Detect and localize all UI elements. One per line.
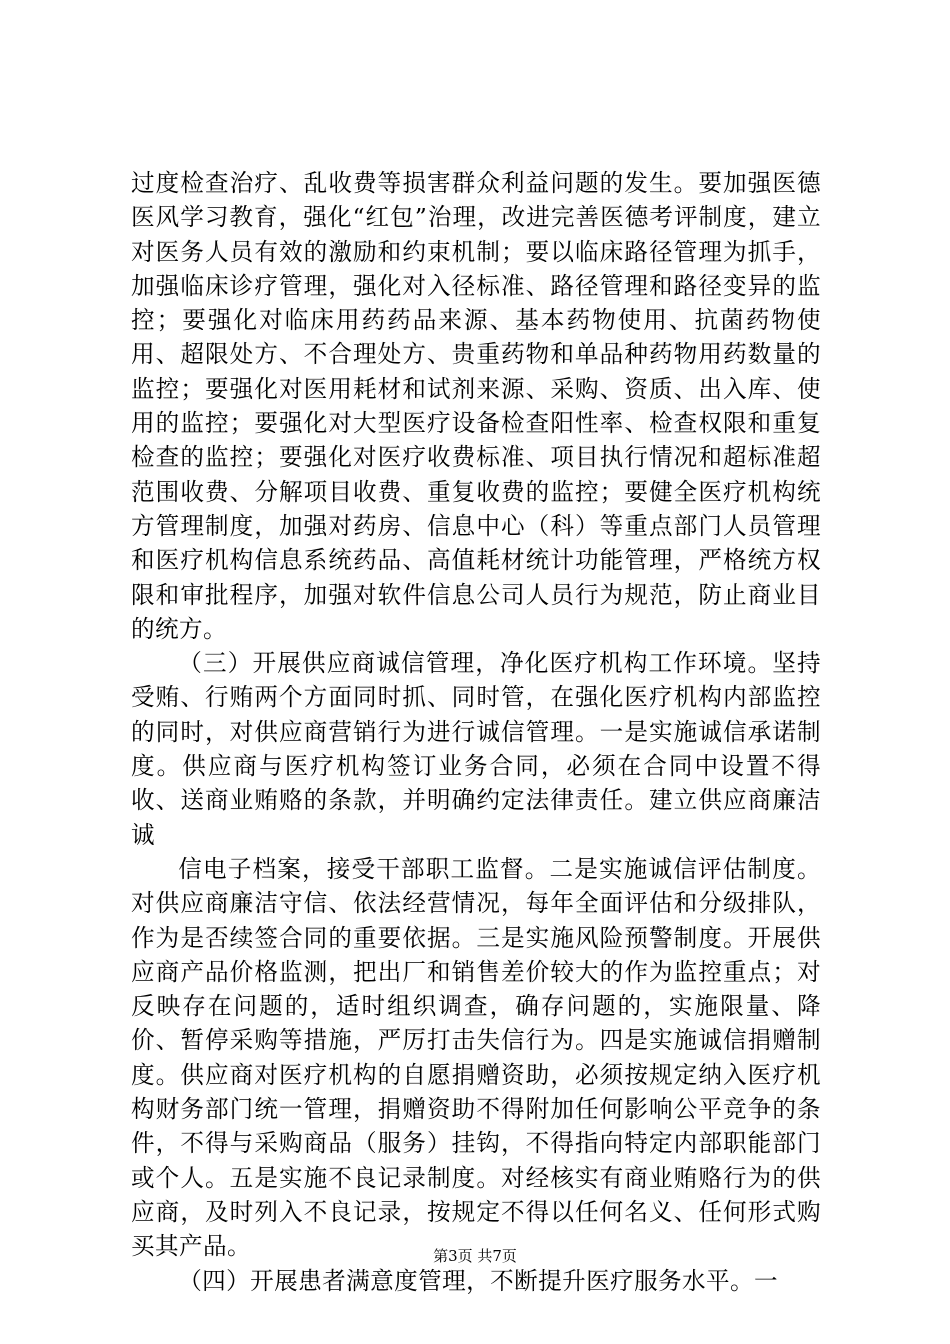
document-body — [131, 166, 821, 1298]
paragraph-section-three: （三）开展供应商诚信管理，净化医疗机构工作环境。坚持受贿、行贿两个方面同时抓、同时管，在强化医疗机构内部监控的同时，对供应商营销行为进行诚信管理。一是实施诚信承诺制度。供应商与医疗机构签订业务合同，必须在合同中设置不得收、送商业贿赂的条款，并明确约定法律责任。建立供应商廉洁诚 — [131, 649, 821, 849]
paragraph-section-four: （四）开展患者满意度管理，不断提升医疗服务水平。一 — [178, 1266, 779, 1295]
paragraph-integrity-details: 信电子档案，接受干部职工监督。二是实施诚信评估制度。对供应商廉洁守信、依法经营情况，每年全面评估和分级排队，作为是否续签合同的重要依据。三是实施风险预警制度。开展供应商产品价格监测，把出厂和销售差价较大的作为监控重点；对反映存在问题的，适时组织调查，确存问题的，实施限量、降价、暂停采购等措施，严厉打击失信行为。四是实施诚信捐赠制度。供应商对医疗机构的自愿捐赠资助，必须按规定纳入医疗机构财务部门统一管理，捐赠资助不得附加任何影响公平竞争的条件，不得与采购商品（服务）挂钩，不得指向特定内部职能部门或个人。五是实施不良记录制度。对经核实有商业贿赂行为的供应商，及时列入不良记录，按规定不得以任何名义、任何形式购买其产品。 — [131, 854, 821, 1261]
paragraph-continuation: 过度检查治疗、乱收费等损害群众利益问题的发生。要加强医德医风学习教育，强化“红包”治理，改进完善医德考评制度，建立对医务人员有效的激励和约束机制；要以临床路径管理为抓手，加强临床诊疗管理，强化对入径标准、路径管理和路径变异的监控；要强化对临床用药药品来源、基本药物使用、抗菌药物使用、超限处方、不合理处方、贵重药物和单品种药物用药数量的监控；要强化对医用耗材和试剂来源、采购、资质、出入库、使用的监控；要强化对大型医疗设备检查阳性率、检查权限和重复检查的监控；要强化对医疗收费标准、项目执行情况和超标准超范围收费、分解项目收费、重复收费的监控；要健全医疗机构统方管理制度，加强对药房、信息中心（科）等重点部门人员管理和医疗机构信息系统药品、高值耗材统计功能管理，严格统方权限和审批程序，加强对软件信息公司人员行为规范，防止商业目的统方。 — [131, 169, 821, 643]
page-footer: 第3页 共7页 — [433, 1247, 517, 1265]
